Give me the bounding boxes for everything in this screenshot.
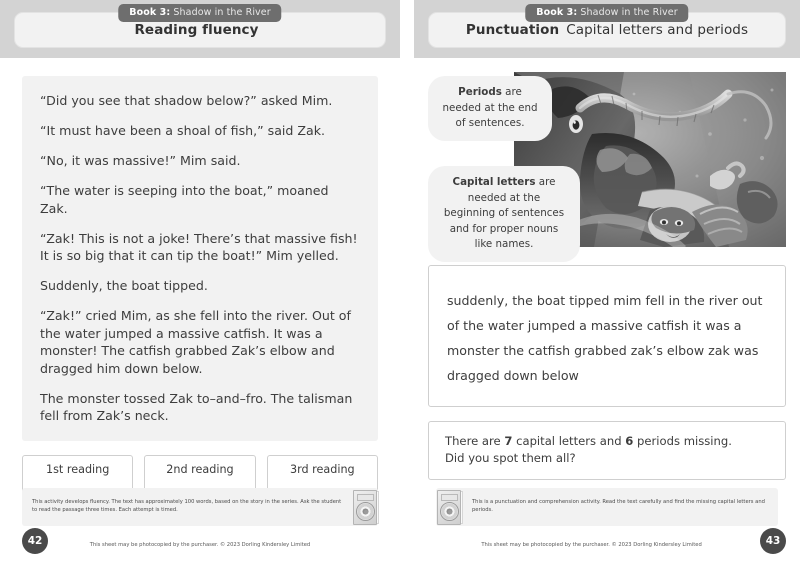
cd-case-icon (436, 490, 462, 524)
passage-paragraph: “Did you see that shadow below?” asked Mim. (40, 93, 333, 108)
tip-bubble-periods-bold: Periods (458, 86, 502, 98)
question-line-1 (445, 433, 769, 450)
tip-bubble-periods-rest: are needed at the end of sentences. (442, 86, 538, 129)
tip-bubble-capitals (428, 166, 580, 262)
right-book-pill (525, 4, 688, 22)
passage-paragraph: Suddenly, the boat tipped. (40, 278, 208, 293)
right-page-title-bold: Punctuation (465, 22, 560, 38)
right-book-title: Shadow in the River (580, 7, 678, 18)
passage-paragraph: “It must have been a shoal of fish,” said Zak. (40, 123, 326, 138)
left-page-header (0, 0, 400, 58)
right-teacher-note-strip (436, 488, 778, 526)
right-page-number: 43 (760, 528, 786, 554)
right-page-title-rest: Capital letters and periods (566, 22, 749, 38)
left-page-number: 42 (22, 528, 48, 554)
right-page-title (466, 22, 748, 38)
left-teacher-note: This activity develops fluency. The text has approximately 100 words, based on the story in the series. Ask the student to read the passage three times. Each attempt is timed. (32, 499, 342, 513)
question-line-2: Did you spot them all? (445, 451, 576, 465)
left-copyright: This sheet may be photocopied by the purchaser. © 2023 Dorling Kindersley Limited (89, 542, 311, 548)
reading-attempt-label: 3rd reading (289, 462, 355, 476)
left-book-label: Book 3: (129, 7, 171, 18)
left-page-body (0, 76, 400, 504)
right-copyright: This sheet may be photocopied by the purchaser. © 2023 Dorling Kindersley Limited (481, 542, 702, 548)
cd-case-icon (352, 490, 378, 524)
exercise-text: suddenly, the boat tipped mim fell in the river out of the water jumped a massive catfish it was a monster the catfish grabbed zak’s elbow zak was dragged down below (447, 293, 763, 383)
reading-attempt-label: 2nd reading (166, 462, 234, 476)
left-page-title (134, 22, 265, 38)
periods-count: 6 (625, 434, 634, 448)
exercise-text-box[interactable] (428, 265, 786, 407)
passage-paragraph: “Zak! This is not a joke! There’s that massive fish! It is so big that it can tip the boat!” Mim yelled. (40, 230, 358, 263)
reading-passage (22, 76, 378, 441)
question-box (428, 421, 786, 480)
passage-paragraph: The monster tossed Zak to–and–fro. The talisman fell from Zak’s neck. (40, 390, 353, 423)
question-part-c: periods missing. (633, 434, 732, 448)
right-page-body (414, 72, 800, 480)
passage-paragraph: “The water is seeping into the boat,” moaned Zak. (40, 183, 329, 216)
illustration-area (428, 72, 786, 250)
question-part-b: capital letters and (512, 434, 626, 448)
right-page-header (414, 0, 800, 58)
capitals-count: 7 (504, 434, 513, 448)
left-teacher-note-strip (22, 488, 378, 526)
passage-paragraph: “Zak!” cried Mim, as she fell into the river. Out of the water jumped a massive catfish. It was a monster! The catfish grabbed Zak’s elbow and dragged him down below. (40, 308, 351, 376)
tip-bubble-capitals-bold: Capital letters (452, 176, 536, 188)
tip-bubble-periods (428, 76, 552, 141)
page-gutter (400, 0, 414, 566)
question-part-a: There are (445, 434, 505, 448)
left-book-pill (118, 4, 281, 22)
reading-attempt-label: 1st reading (45, 462, 110, 476)
left-page-title-bold: Reading fluency (134, 22, 259, 38)
tip-bubble-capitals-rest: are needed at the beginning of sentences and for proper nouns like names. (443, 176, 565, 250)
right-book-label: Book 3: (536, 7, 578, 18)
right-teacher-note: This is a punctuation and comprehension activity. Read the text carefully and find the missing capital letters and periods. (472, 499, 765, 513)
right-page (414, 0, 800, 566)
left-book-title: Shadow in the River (173, 7, 271, 18)
passage-paragraph: “No, it was massive!” Mim said. (40, 153, 241, 168)
